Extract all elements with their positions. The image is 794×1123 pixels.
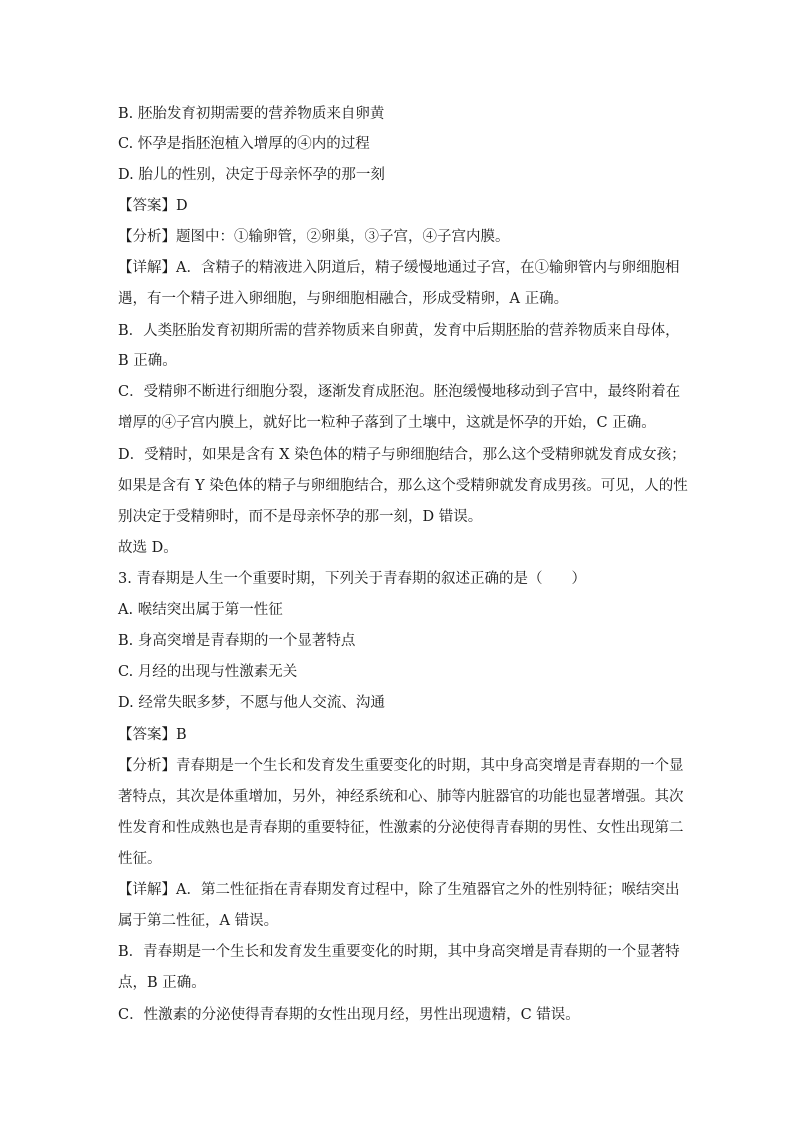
- explanation-text: 遇，有一个精子进入卵细胞，与卵细胞相融合，形成受精卵，A 正确。: [118, 291, 569, 307]
- analysis-text: 【分析】青春期是一个生长和发育发生重要变化的时期，其中身高突增是青春期的一个显: [118, 758, 684, 774]
- option-b: B. 身高突增是青春期的一个显著特点: [118, 633, 356, 649]
- explanation-text: 如果是含有 Y 染色体的精子与卵细胞结合，那么这个受精卵就发育成男孩。可见，人的性: [118, 478, 688, 494]
- analysis-text: 性征。: [118, 851, 162, 867]
- explanation-text: 【详解】A．第二性征指在青春期发育过程中，除了生殖器官之外的性别特征；喉结突出: [118, 882, 680, 898]
- explanation-text: D．受精时，如果是含有 X 染色体的精子与卵细胞结合，那么这个受精卵就发育成女孩；: [118, 447, 686, 463]
- option-d: D. 经常失眠多梦，不愿与他人交流、沟通: [118, 695, 385, 711]
- option-c: C. 月经的出现与性激素无关: [118, 664, 298, 680]
- explanation-text: 增厚的④子宫内膜上，就好比一粒种子落到了土壤中，这就是怀孕的开始，C 正确。: [118, 415, 656, 431]
- option-b: B. 胚胎发育初期需要的营养物质来自卵黄: [118, 106, 385, 122]
- explanation-text: B．青春期是一个生长和发育发生重要变化的时期，其中身高突增是青春期的一个显著特: [118, 944, 680, 960]
- explanation-text: 属于第二性征，A 错误。: [118, 913, 279, 929]
- answer-label: 【答案】D: [118, 198, 188, 214]
- answer-label: 【答案】B: [118, 727, 187, 743]
- explanation-text: 【详解】A．含精子的精液进入阴道后，精子缓慢地通过子宫，在①输卵管内与卵细胞相: [118, 260, 680, 276]
- analysis-text: 著特点，其次是体重增加，另外，神经系统和心、肺等内脏器官的功能也显著增强。其次: [118, 789, 684, 805]
- option-a: A. 喉结突出属于第一性征: [118, 602, 283, 618]
- explanation-text: B 正确。: [118, 353, 177, 369]
- explanation-text: B．人类胚胎发育初期所需的营养物质来自卵黄，发育中后期胚胎的营养物质来自母体，: [118, 323, 680, 339]
- explanation-text: 点，B 正确。: [118, 975, 206, 991]
- explanation-text: C．受精卵不断进行细胞分裂，逐渐发育成胚泡。胚泡缓慢地移动到子宫中，最终附着在: [118, 384, 681, 400]
- conclusion-text: 故选 D。: [118, 540, 178, 556]
- option-c: C. 怀孕是指胚泡植入增厚的④内的过程: [118, 136, 370, 152]
- explanation-text: C．性激素的分泌使得青春期的女性出现月经，男性出现遗精，C 错误。: [118, 1007, 580, 1023]
- option-d: D. 胎儿的性别，决定于母亲怀孕的那一刻: [118, 167, 385, 183]
- analysis-text: 性发育和性成熟也是青春期的重要特征，性激素的分泌使得青春期的男性、女性出现第二: [118, 820, 684, 836]
- explanation-text: 别决定于受精卵时，而不是母亲怀孕的那一刻，D 错误。: [118, 509, 483, 525]
- question-stem: 3. 青春期是人生一个重要时期，下列关于青春期的叙述正确的是（ ）: [118, 571, 586, 587]
- analysis-text: 【分析】题图中：①输卵管，②卵巢，③子宫，④子宫内膜。: [118, 229, 510, 245]
